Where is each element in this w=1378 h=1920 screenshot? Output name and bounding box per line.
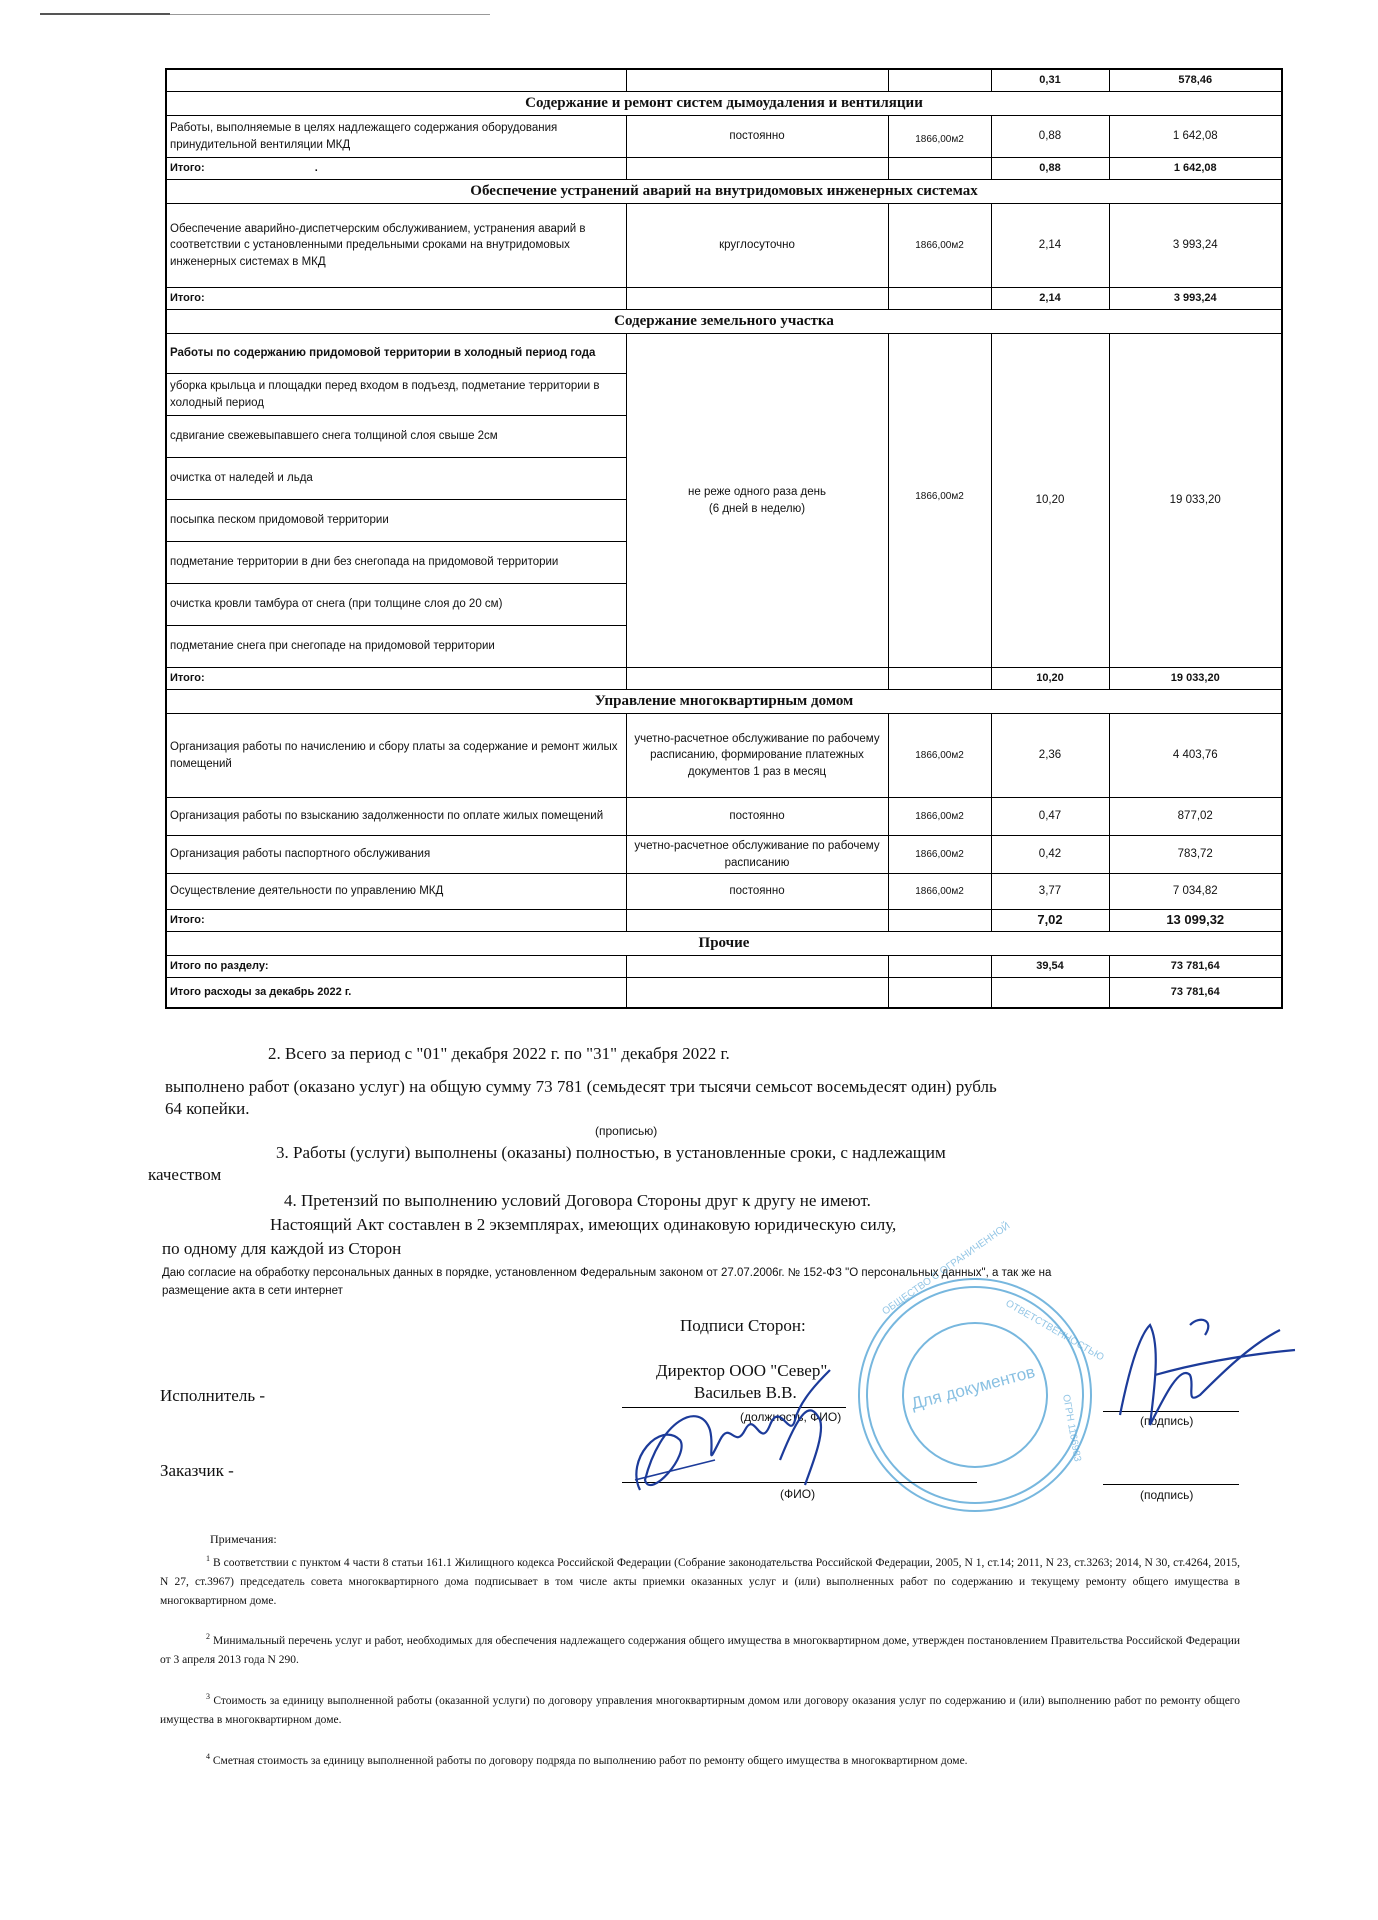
period-paragraph: 2. Всего за период с "01" декабря 2022 г. по "31" декабря 2022 г.	[268, 1044, 730, 1063]
table-row	[166, 836, 1282, 874]
rate-cell: 3,77	[991, 874, 1109, 910]
in-words-caption: (прописью)	[595, 1124, 658, 1138]
list-item: уборка крыльца и площадки перед входом в подъезд, подметание территории в холодный период	[166, 374, 1282, 416]
note-2: $^2$ Минимальный перечень услуг и работ, необходимых для обеспечения надлежащего содержания общего имущества в многоквартирном доме, утвержден постановлением Правительства Российской Федерации от 3 апреля 2013 года N 290.	[160, 1632, 1241, 1666]
services-table	[165, 68, 1283, 1009]
rate-cell: 7,02	[991, 910, 1109, 932]
total-row	[166, 158, 1282, 180]
rate-cell: 0,47	[991, 798, 1109, 836]
section-title: Содержание земельного участка	[166, 310, 1282, 334]
customer-label: Заказчик -	[160, 1461, 234, 1480]
total-row	[166, 668, 1282, 690]
amount-cell: 13 099,32	[1109, 910, 1282, 932]
list-item: очистка кровли тамбура от снега (при толщине слоя до 20 см)	[166, 584, 1282, 626]
rate-cell: 2,14	[991, 204, 1109, 288]
amount-cell: 877,02	[1109, 798, 1282, 836]
note-3: $^3$ Стоимость за единицу выполненной работы (оказанной услуги) по договору управления многоквартирным домом или договору оказания услуг по содержанию и (или) выполнению работ по ремонту общего имущества в многоквартирном доме.	[160, 1692, 1240, 1726]
amount-cell: 3 993,24	[1109, 204, 1282, 288]
section-header	[166, 690, 1282, 714]
group-header: Работы по содержанию придомовой территории в холодный период года	[166, 334, 626, 374]
consent-line1: Даю согласие на обработку персональных данных в порядке, установленном Федеральным законом от 27.07.2006г. № 152-ФЗ "О персональных данных", а так же на	[162, 1267, 1052, 1279]
month-total-row	[166, 978, 1282, 1008]
total-label: Итого:	[166, 668, 626, 690]
rate-cell: 10,20	[991, 668, 1109, 690]
group-header-row	[166, 334, 1282, 374]
period-cell: не реже одного раза день (6 дней в неделю)	[626, 334, 888, 668]
scan-edge-line	[40, 13, 170, 15]
customer-fio-line	[622, 1482, 977, 1483]
stamp-text: Для документов	[909, 1362, 1037, 1414]
area-cell: 1866,00м2	[888, 874, 991, 910]
area-cell: 1866,00м2	[888, 836, 991, 874]
section-title: Прочие	[166, 932, 1282, 956]
seal-stamp	[855, 1220, 1106, 1515]
amount-cell: 19 033,20	[1109, 334, 1282, 668]
section-title: Управление многоквартирным домом	[166, 690, 1282, 714]
carry-row	[166, 69, 1282, 92]
work-cell: Организация работы по начислению и сбору платы за содержание и ремонт жилых помещений	[166, 714, 626, 798]
rate-cell: 39,54	[991, 956, 1109, 978]
copies-paragraph-line2: по одному для каждой из Сторон	[162, 1239, 402, 1258]
period-cell: постоянно	[626, 874, 888, 910]
rate-cell: 0,88	[991, 158, 1109, 180]
list-item: сдвигание свежевыпавшего снега толщиной слоя свыше 2см	[166, 416, 1282, 458]
total-label: Итого расходы за декабрь 2022 г.	[166, 978, 626, 1008]
total-label: Итого:	[166, 910, 626, 932]
section-header	[166, 932, 1282, 956]
section-title: Содержание и ремонт систем дымоудаления и вентиляции	[166, 92, 1282, 116]
rate-cell: 2,36	[991, 714, 1109, 798]
work-cell: Организация работы паспортного обслуживания	[166, 836, 626, 874]
table-row	[166, 798, 1282, 836]
list-item: подметание территории в дни без снегопада на придомовой территории	[166, 542, 1282, 584]
area-cell: 1866,00м2	[888, 116, 991, 158]
fio-caption: (ФИО)	[780, 1487, 816, 1501]
amount-cell: 783,72	[1109, 836, 1282, 874]
note-4: $^4$ Сметная стоимость за единицу выполненной работы по договору подряда по выполнению работ по ремонту общего имущества в многоквартирном доме.	[206, 1752, 968, 1767]
amount-cell: 73 781,64	[1109, 956, 1282, 978]
rate-cell: 0,42	[991, 836, 1109, 874]
table-row	[166, 874, 1282, 910]
area-cell: 1866,00м2	[888, 204, 991, 288]
work-cell: Обеспечение аварийно-диспетчерским обслуживанием, устранения аварий в соответствии с установленными предельными сроками на внутридомовых инженерных системах в МКД	[166, 204, 626, 288]
note-1: $^1$ В соответствии с пунктом 4 части 8 статьи 161.1 Жилищного кодекса Российской Федерации (Собрание законодательства Российской Федерации, 2005, N 1, ст.14; 2011, N 23, ст.3263; 2014, N 30, ст.4264, 2015, N 27, ст.3967) председатель совета многоквартирного дома подписывает в том числе акты приемки оказанных услуг и (или) выполненных работ по содержанию и текущему ремонту общего имущества в многоквартирном доме.	[160, 1554, 1240, 1607]
claims-paragraph: 4. Претензий по выполнению условий Договора Стороны друг к другу не имеют.	[284, 1191, 871, 1210]
amount-cell: 73 781,64	[1109, 978, 1282, 1008]
section-total-row	[166, 956, 1282, 978]
amount-cell: 3 993,24	[1109, 288, 1282, 310]
rate-cell: 2,14	[991, 288, 1109, 310]
position-caption: (должность, ФИО)	[740, 1410, 842, 1424]
copies-paragraph-line1: Настоящий Акт составлен в 2 экземплярах, имеющих одинаковую юридическую силу,	[270, 1215, 897, 1234]
table-row	[166, 116, 1282, 158]
consent-line2: размещение акта в сети интернет	[162, 1285, 343, 1297]
amount-cell: 1 642,08	[1109, 116, 1282, 158]
work-cell: Организация работы по взысканию задолженности по оплате жилых помещений	[166, 798, 626, 836]
amount-cell: 578,46	[1109, 69, 1282, 92]
quality-paragraph-line2: качеством	[148, 1165, 222, 1184]
total-label: Итого: .	[166, 158, 626, 180]
executor-name: Васильев В.В.	[694, 1383, 797, 1402]
svg-text:ОБЩЕСТВО С ОГРАНИЧЕННОЙ: ОБЩЕСТВО С ОГРАНИЧЕННОЙ	[880, 1220, 1013, 1318]
amount-cell: 7 034,82	[1109, 874, 1282, 910]
period-cell: круглосуточно	[626, 204, 888, 288]
rate-cell: 10,20	[991, 334, 1109, 668]
work-cell: Осуществление деятельности по управлению МКД	[166, 874, 626, 910]
period-cell: учетно-расчетное обслуживание по рабочему расписанию	[626, 836, 888, 874]
position-line	[622, 1407, 846, 1408]
period-cell: постоянно	[626, 116, 888, 158]
svg-text:ОТВЕТСТВЕННОСТЬЮ: ОТВЕТСТВЕННОСТЬЮ	[1003, 1298, 1106, 1364]
rate-cell: 0,31	[991, 69, 1109, 92]
total-row	[166, 288, 1282, 310]
svg-text:ОГРН 1166983: ОГРН 1166983	[1060, 1393, 1083, 1463]
area-cell: 1866,00м2	[888, 714, 991, 798]
list-item: очистка от наледей и льда	[166, 458, 1282, 500]
notes-heading: Примечания:	[210, 1532, 277, 1546]
work-cell: Работы, выполняемые в целях надлежащего содержания оборудования принудительной вентиляции МКД	[166, 116, 626, 158]
section-title: Обеспечение устранений аварий на внутридомовых инженерных системах	[166, 180, 1282, 204]
list-item: подметание снега при снегопаде на придомовой территории	[166, 626, 1282, 668]
executor-position: Директор ООО "Север"	[656, 1361, 828, 1380]
signatures-title: Подписи Сторон:	[680, 1316, 806, 1335]
executor-signature-line	[1103, 1411, 1239, 1412]
section-header	[166, 180, 1282, 204]
section-header	[166, 92, 1282, 116]
list-item: посыпка песком придомовой территории	[166, 500, 1282, 542]
total-label: Итого:	[166, 288, 626, 310]
sum-paragraph-line2: 64 копейки.	[165, 1099, 250, 1118]
signature-caption: (подпись)	[1140, 1488, 1194, 1502]
table-row	[166, 204, 1282, 288]
scan-edge-line	[170, 14, 490, 15]
rate-cell: 0,88	[991, 116, 1109, 158]
table-row	[166, 714, 1282, 798]
signature-caption: (подпись)	[1140, 1414, 1194, 1428]
area-cell: 1866,00м2	[888, 798, 991, 836]
amount-cell: 19 033,20	[1109, 668, 1282, 690]
period-cell: постоянно	[626, 798, 888, 836]
customer-signature-line	[1103, 1484, 1239, 1485]
executor-label: Исполнитель -	[160, 1386, 265, 1405]
section-header	[166, 310, 1282, 334]
quality-paragraph-line1: 3. Работы (услуги) выполнены (оказаны) полностью, в установленные сроки, с надлежащим	[276, 1143, 946, 1162]
area-cell: 1866,00м2	[888, 334, 991, 668]
total-label: Итого по разделу:	[166, 956, 626, 978]
period-cell: учетно-расчетное обслуживание по рабочему расписанию, формирование платежных документов 1 раз в месяц	[626, 714, 888, 798]
sum-paragraph-line1: выполнено работ (оказано услуг) на общую сумму 73 781 (семьдесят три тысячи семьсот восемьдесят один) рубль	[165, 1077, 997, 1096]
amount-cell: 4 403,76	[1109, 714, 1282, 798]
amount-cell: 1 642,08	[1109, 158, 1282, 180]
total-row	[166, 910, 1282, 932]
